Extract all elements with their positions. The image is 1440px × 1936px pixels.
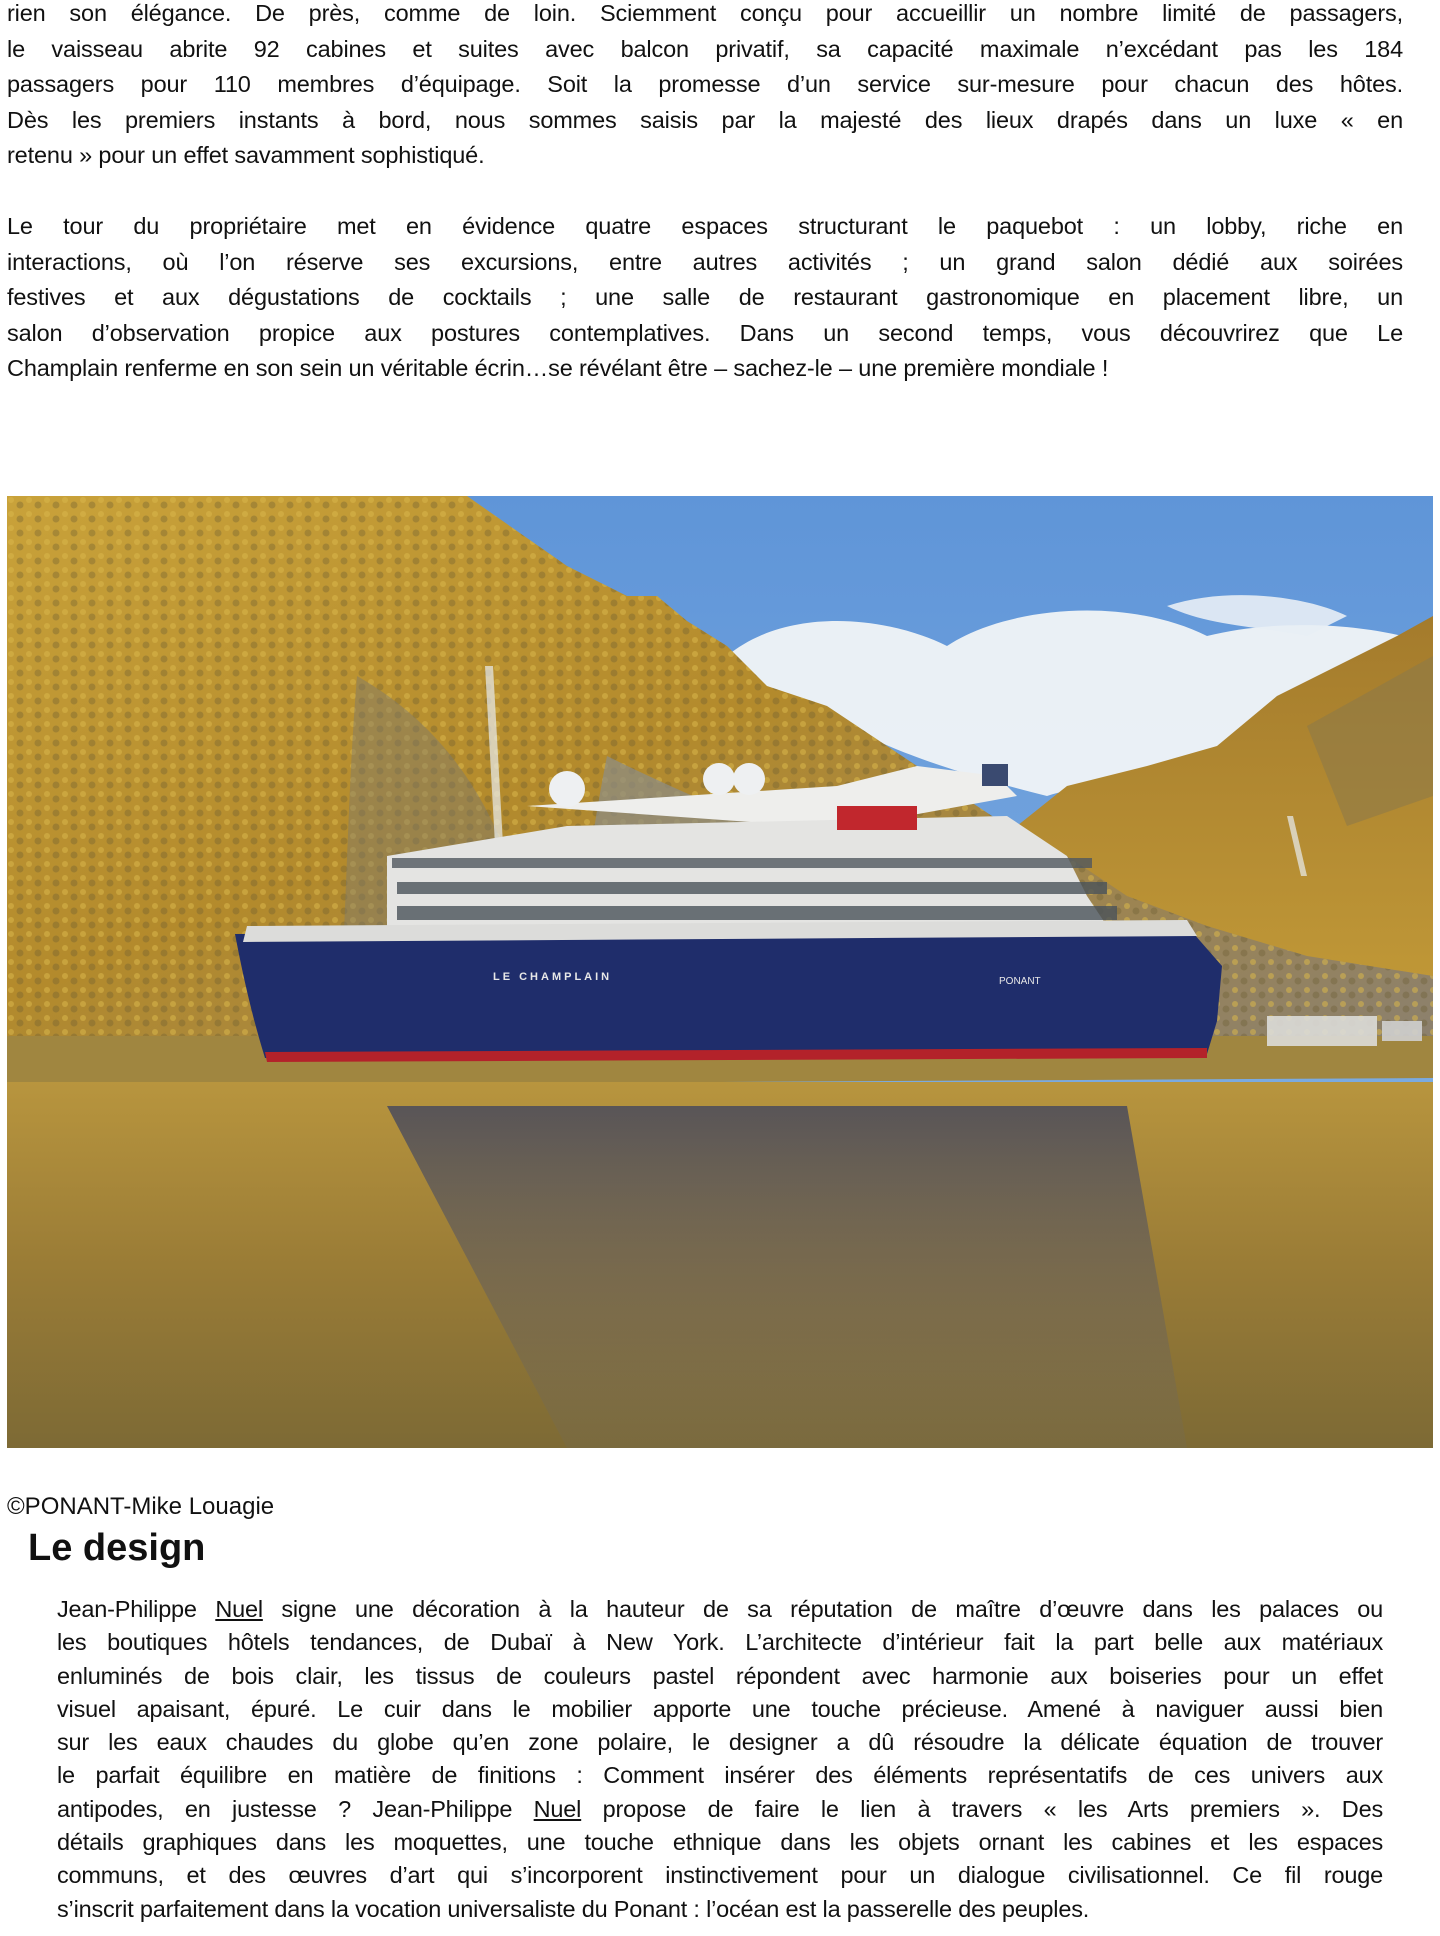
- text-line: enluminés de bois clair, les tissus de couleurs pastel répondent avec harmonie aux boiseries pour un effet: [57, 1662, 1383, 1689]
- text-line: le parfait équilibre en matière de finitions : Comment insérer des éléments représentatifs de ces univers aux: [57, 1762, 1383, 1789]
- text-line: rien son élégance. De près, comme de loin. Sciemment conçu pour accueillir un nombre limité de passagers,: [7, 0, 1403, 26]
- text-line: Dès les premiers instants à bord, nous sommes saisis par la majesté des lieux drapés dans un luxe « en: [7, 106, 1403, 133]
- text-line: salon d’observation propice aux postures contemplatives. Dans un second temps, vous découvrirez que Le: [7, 319, 1403, 346]
- text-line: festives et aux dégustations de cocktails ; une salle de restaurant gastronomique en placement libre, un: [7, 284, 1403, 311]
- text-line: communs, et des œuvres d’art qui s’incorporent instinctivement pour un dialogue civilisationnel. Ce fil rouge: [57, 1862, 1383, 1889]
- paragraph-intro: [7, 0, 1403, 174]
- text-segment: antipodes, en justesse ? Jean-Philippe: [57, 1795, 534, 1822]
- ship-brand-label: PONANT: [999, 976, 1041, 987]
- text-segment: propose de faire le lien à travers « les Arts premiers ». Des: [581, 1795, 1384, 1822]
- text-line: [57, 1593, 1383, 1626]
- ship-name-label: LE CHAMPLAIN: [493, 971, 613, 983]
- text-line: les boutiques hôtels tendances, de Dubaï à New York. L’architecte d’intérieur fait la part belle aux matériaux: [57, 1629, 1383, 1656]
- section-heading: Le design: [28, 1527, 206, 1569]
- paragraph-tour: [7, 209, 1403, 387]
- designer-name-link[interactable]: Nuel: [215, 1596, 263, 1622]
- text-line: s’inscrit parfaitement dans la vocation universaliste du Ponant : l’océan est la passerelle des peuples.: [57, 1895, 1090, 1922]
- text-line: détails graphiques dans les moquettes, une touche ethnique dans les objets ornant les cabines et les espaces: [57, 1829, 1383, 1856]
- photo-credit: ©PONANT-Mike Louagie: [7, 1493, 275, 1520]
- ship-photo: [7, 496, 1433, 1448]
- text-line: retenu » pour un effet savamment sophistiqué.: [7, 142, 485, 169]
- fjord-ship-illustration: [7, 496, 1433, 1448]
- designer-name-link[interactable]: Nuel: [533, 1795, 582, 1822]
- paragraph-design: [57, 1593, 1383, 1926]
- text-line: le vaisseau abrite 92 cabines et suites avec balcon privatif, sa capacité maximale n’excédant pas les 184: [7, 35, 1403, 62]
- text-line: Champlain renferme en son sein un véritable écrin…se révélant être – sachez-le – une première mondiale !: [7, 355, 1109, 382]
- text-line: Le tour du propriétaire met en évidence quatre espaces structurant le paquebot : un lobby, riche en: [7, 213, 1403, 239]
- text-line: sur les eaux chaudes du globe qu’en zone polaire, le designer a dû résoudre la délicate équation de trouver: [57, 1729, 1383, 1756]
- text-line: interactions, où l’on réserve ses excursions, entre autres activités ; un grand salon dédié aux soirées: [7, 248, 1403, 275]
- text-line: passagers pour 110 membres d’équipage. Soit la promesse d’un service sur-mesure pour chacun des hôtes.: [7, 71, 1403, 98]
- text-segment: signe une décoration à la hauteur de sa réputation de maître d’œuvre dans les palaces ou: [262, 1596, 1383, 1622]
- text-line: [57, 1793, 1383, 1826]
- text-line: visuel apaisant, épuré. Le cuir dans le mobilier apporte une touche précieuse. Amené à naviguer aussi bien: [57, 1695, 1383, 1722]
- text-segment: Jean-Philippe: [57, 1596, 216, 1622]
